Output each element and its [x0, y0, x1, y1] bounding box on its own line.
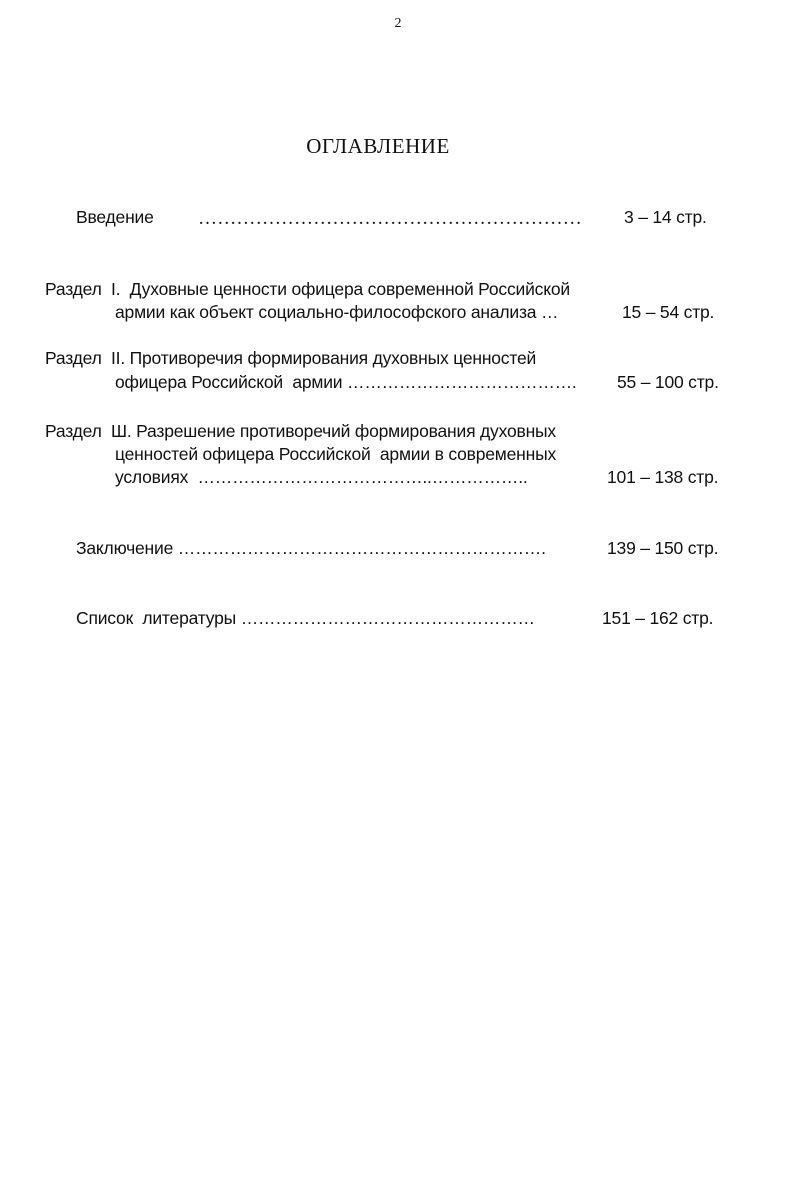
toc-section1-line1: I. Духовные ценности офицера современной Российской	[111, 279, 570, 299]
toc-conclusion-pages: 139 – 150 стр.	[607, 538, 719, 558]
toc-section2-prefix: Раздел	[45, 348, 102, 368]
toc-section2-pages: 55 – 100 стр.	[617, 372, 719, 392]
toc-bibliography-pages: 151 – 162 стр.	[602, 608, 714, 628]
toc-section3-line2: ценностей офицера Российской армии в современных	[115, 444, 557, 464]
toc-bibliography-label: Список литературы ……………………………………………	[76, 608, 535, 628]
toc-intro-label: Введение	[76, 207, 154, 227]
toc-intro-pages: 3 – 14 стр.	[624, 207, 707, 227]
toc-section3-line1: Ш. Разрешение противоречий формирования духовных	[111, 421, 556, 441]
toc-section1-prefix: Раздел	[45, 279, 102, 299]
page-title: ОГЛАВЛЕНИЕ	[306, 134, 450, 158]
toc-intro-dots: ……………………………………………………	[198, 208, 582, 229]
page-number: 2	[394, 16, 402, 31]
toc-section2-line1: II. Противоречия формирования духовных ценностей	[111, 348, 537, 368]
toc-section1-pages: 15 – 54 стр.	[622, 302, 715, 322]
toc-section3-prefix: Раздел	[45, 421, 102, 441]
toc-conclusion-label: Заключение ……………………………………………………….	[76, 538, 546, 558]
toc-section1-line2: армии как объект социально-философского анализа …	[115, 302, 559, 322]
toc-section3-line3: условиях …………………………………..……………..	[115, 467, 528, 487]
toc-section2-line2: офицера Российской армии ………………………………….	[115, 372, 577, 392]
toc-section3-pages: 101 – 138 стр.	[607, 467, 719, 487]
